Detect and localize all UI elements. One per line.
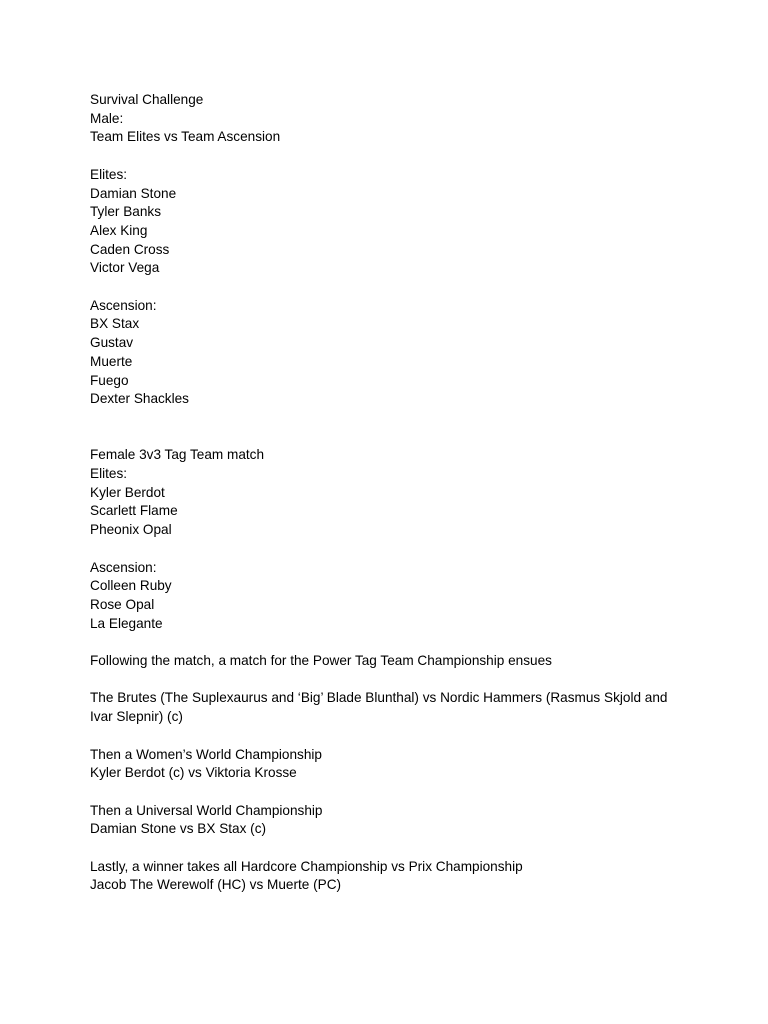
roster-entry: Tyler Banks <box>90 204 162 220</box>
female-heading: Female 3v3 Tag Team match <box>90 447 265 463</box>
roster-entry: La Elegante <box>90 615 163 631</box>
roster-entry: Colleen Ruby <box>90 578 172 594</box>
spacer <box>90 727 690 746</box>
male-elites-heading: Elites: <box>90 166 128 182</box>
spacer <box>90 839 690 858</box>
womens-title-matchup: Kyler Berdot (c) vs Viktoria Krosse <box>90 765 297 781</box>
roster-entry: Muerte <box>90 353 133 369</box>
spacer <box>90 540 690 559</box>
spacer <box>90 278 690 297</box>
female-ascension-heading: Ascension: <box>90 559 157 575</box>
tag-title-matchup: The Brutes (The Suplexaurus and ‘Big’ Blade Blunthal) vs Nordic Hammers (Rasmus Skjold and Ivar Slepnir) (c) <box>90 690 668 725</box>
roster-entry: Scarlett Flame <box>90 503 178 519</box>
final-match-intro: Lastly, a winner takes all Hardcore Championship vs Prix Championship <box>90 858 523 874</box>
roster-entry: Caden Cross <box>90 241 170 257</box>
roster-entry: Pheonix Opal <box>90 522 172 538</box>
universal-title-matchup: Damian Stone vs BX Stax (c) <box>90 821 267 837</box>
universal-title-intro: Then a Universal World Championship <box>90 802 323 818</box>
roster-entry: Victor Vega <box>90 260 160 276</box>
roster-entry: Fuego <box>90 372 129 388</box>
male-matchup: Team Elites vs Team Ascension <box>90 129 281 145</box>
spacer <box>90 409 690 446</box>
document-page <box>90 91 690 895</box>
male-heading: Male: <box>90 110 124 126</box>
final-match-matchup: Jacob The Werewolf (HC) vs Muerte (PC) <box>90 877 342 893</box>
roster-entry: Alex King <box>90 222 148 238</box>
male-ascension-heading: Ascension: <box>90 297 157 313</box>
roster-entry: Dexter Shackles <box>90 391 189 407</box>
roster-entry: Kyler Berdot <box>90 484 165 500</box>
tag-title-intro: Following the match, a match for the Power Tag Team Championship ensues <box>90 653 552 669</box>
spacer <box>90 783 690 802</box>
spacer <box>90 671 690 690</box>
roster-entry: Damian Stone <box>90 185 177 201</box>
womens-title-intro: Then a Women’s World Championship <box>90 746 322 762</box>
roster-entry: Gustav <box>90 335 134 351</box>
roster-entry: Rose Opal <box>90 596 155 612</box>
spacer <box>90 147 690 166</box>
spacer <box>90 633 690 652</box>
female-elites-heading: Elites: <box>90 466 128 482</box>
document-title: Survival Challenge <box>90 92 204 107</box>
roster-entry: BX Stax <box>90 316 140 332</box>
